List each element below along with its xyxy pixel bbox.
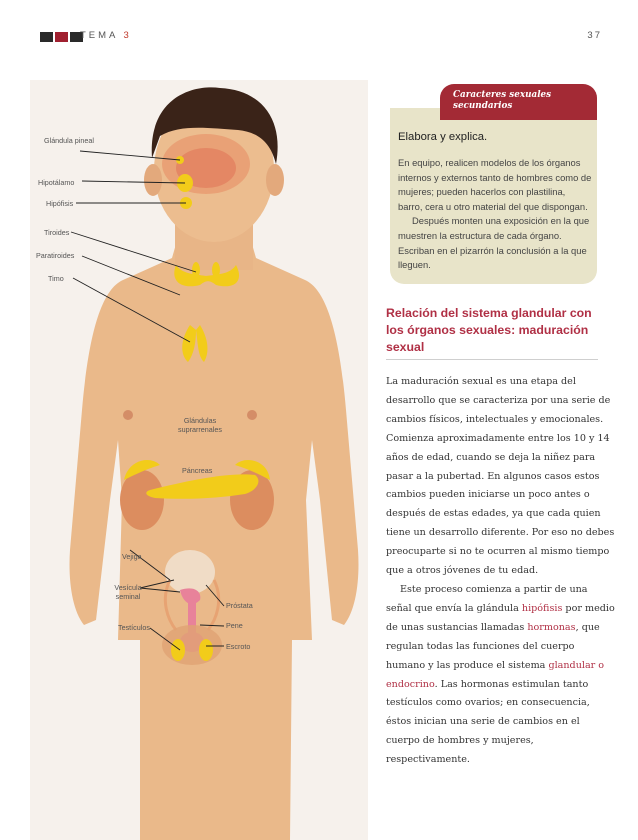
text-span: por medio de unas sustancias llamadas — [386, 602, 615, 633]
label-vejiga: Vejiga — [122, 552, 142, 561]
endocrine-illustration — [30, 80, 368, 840]
section-body — [386, 373, 616, 770]
header-decoration — [40, 32, 83, 42]
label-testiculos: Testículos — [118, 623, 150, 632]
label-pancreas: Páncreas — [182, 466, 213, 475]
label-escroto: Escroto — [226, 642, 251, 651]
label-timo: Timo — [48, 274, 64, 283]
label-vesicula-seminal: Vesícula seminal — [114, 583, 142, 601]
tema-label: TEMA — [80, 30, 118, 41]
label-glandula-pineal: Glándula pineal — [44, 136, 94, 145]
activity-title: Elabora y explica. — [398, 131, 488, 143]
activity-paragraph-2: Después monten una exposición en la que muestren la estructura de cada órgano. Escriban en el pizarrón la conclusión a la que lleguen. — [398, 215, 590, 271]
activity-tab-label: Caracteres sexuales secundarios — [453, 90, 552, 111]
label-paratiroides: Paratiroides — [36, 251, 75, 260]
label-pene: Pene — [226, 621, 243, 630]
tema-number: 3 — [123, 30, 132, 41]
page-header — [0, 0, 638, 60]
section-paragraph-2 — [386, 581, 616, 770]
body-figure — [30, 80, 368, 840]
activity-body — [398, 156, 592, 273]
text-span: , que regulan todas las funciones del cuerpo humano y las produce el sistema — [386, 621, 600, 671]
label-prostata: Próstata — [226, 601, 253, 610]
label-tiroides: Tiroides — [44, 228, 70, 237]
text-span: Este proceso comienza a partir de una señal que envía la glándula — [386, 583, 588, 614]
text-span: . Las hormonas estimulan tanto testículos como ovarios; en consecuencia, éstos inician una serie de cambios en el cuerpo de hombres y mujeres, respectivamente. — [386, 678, 590, 766]
section-title: Relación del sistema glandular con los órganos sexuales: maduración sexual — [386, 306, 592, 354]
section-divider — [386, 359, 598, 360]
activity-paragraph-1: En equipo, realicen modelos de los órganos internos y externos tanto de hombres como de mujeres; pueden hacerlos con plastilina, barro, cera u otro material del que dispongan. — [398, 157, 592, 212]
left-testis — [171, 639, 185, 661]
term-hipofisis: hipófisis — [521, 602, 563, 614]
label-hipofisis: Hipófisis — [46, 199, 74, 208]
term-hormonas: hormonas — [527, 621, 576, 633]
page-number: 37 — [587, 30, 602, 41]
label-hipotalamo: Hipotálamo — [38, 178, 75, 187]
body-silhouette — [70, 230, 359, 840]
label-suprarrenales: Glándulas suprarrenales — [178, 416, 222, 434]
term-glandular: glandular o endocrino — [386, 659, 605, 690]
left-kidney — [120, 470, 164, 530]
right-testis — [199, 639, 213, 661]
section-paragraph-1: La maduración sexual es una etapa del desarrollo que se caracteriza por una serie de cambios físicos, intelectuales y emocionales. Comienza aproximadamente entre los 10 y 14 años de edad, cuando se deja la niñez para pasar a la pubertad. En algunos casos estos cambios pueden iniciarse un poco antes o después de estas edades, ya que cada quien tiene un desarrollo diferente. Por eso no debes preocuparte si no te ocurren al mismo tiempo que a otros jóvenes de tu edad. — [386, 376, 615, 577]
chapter-label — [80, 30, 132, 41]
